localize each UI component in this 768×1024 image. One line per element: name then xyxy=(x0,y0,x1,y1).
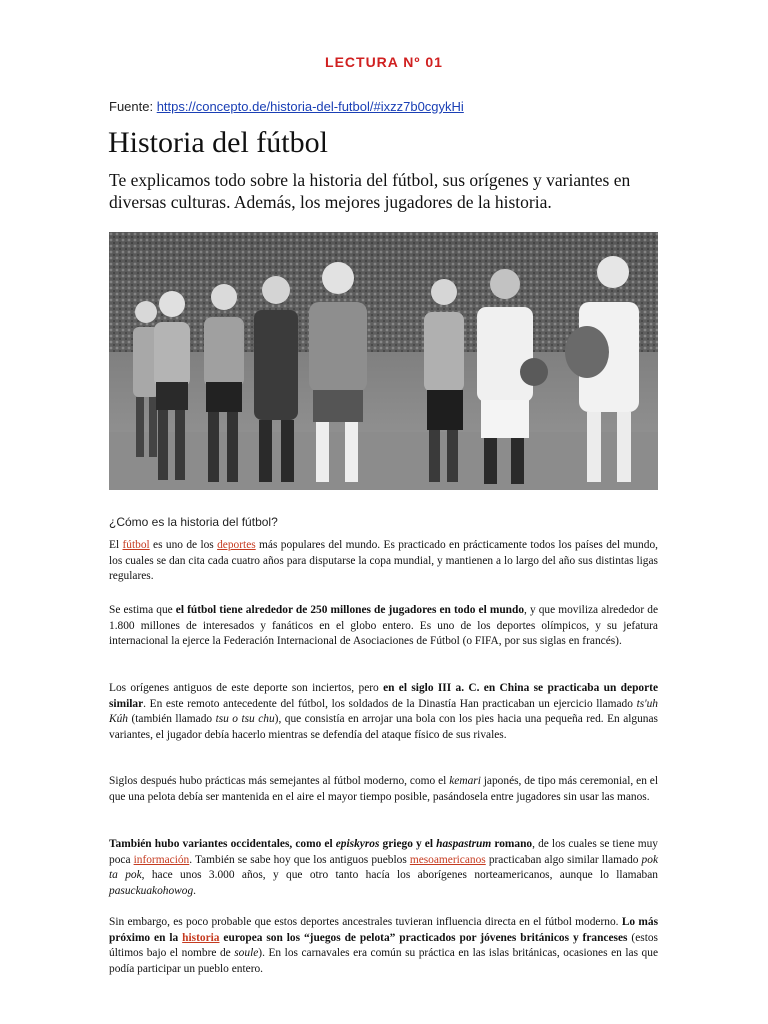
text: practicaban algo similar llamado xyxy=(485,853,642,866)
page-subtitle: Te explicamos todo sobre la historia del fútbol, sus orígenes y variantes en diversas culturas. Además, los mejores jugadores de la historia. xyxy=(109,170,631,212)
mesoamericanos-link[interactable]: mesoamericanos xyxy=(409,853,486,866)
text: Se estima que xyxy=(109,604,176,616)
bold-text: griego y el xyxy=(379,838,437,850)
paragraph-6 xyxy=(109,915,658,977)
paragraph-4 xyxy=(109,774,658,805)
bold-text xyxy=(182,932,219,944)
text: (estos últimos bajo el nombre de xyxy=(109,931,658,959)
text: , hace unos 3.000 años, y que otro tanto hacía los aborígenes norteamericanos, aunque lo llamaban xyxy=(141,869,658,881)
italic-text: pasuckuakohowog xyxy=(109,884,194,897)
source-line xyxy=(109,99,464,114)
lectura-heading: LECTURA Nº 01 xyxy=(325,54,443,70)
informacion-link[interactable]: información xyxy=(133,853,190,866)
bold-text: en el siglo III a. C. en China se practicaba un deporte similar xyxy=(109,682,658,710)
futbol-link[interactable]: fútbol xyxy=(122,539,150,551)
bold-text: el fútbol tiene alrededor de 250 millones de jugadores en todo el mundo xyxy=(175,604,525,616)
text: Siglos después hubo prácticas más semejantes al fútbol moderno, como el xyxy=(109,775,450,787)
source-label: Fuente: xyxy=(109,99,157,114)
text: Sin embargo, es poco probable que estos deportes ancestrales tuvieran influencia directa en el fútbol moderno. xyxy=(109,916,622,928)
source-link[interactable]: https://concepto.de/historia-del-futbol/#ixzz7b0cgykHi xyxy=(156,99,464,114)
text: , de los cuales se tiene muy poca xyxy=(109,838,658,866)
bold-text: europea son los “juegos de pelota” practicados por jóvenes británicos y franceses xyxy=(219,931,628,944)
paragraph-2 xyxy=(109,603,658,650)
italic-text: pok ta pok xyxy=(109,853,658,881)
page-title: Historia del fútbol xyxy=(108,126,328,159)
historia-link[interactable]: historia xyxy=(182,931,220,944)
bold-italic-text: haspastrum xyxy=(436,838,492,850)
text: japonés, de tipo más ceremonial, en el que una pelota debía ser mantenida en el aire el mayor tiempo posible, pasándosela entre jugadores sin usar las manos. xyxy=(109,775,658,803)
bold-text: También hubo variantes occidentales, como el xyxy=(109,838,336,850)
paragraph-1 xyxy=(109,538,658,585)
text: Los orígenes antiguos de este deporte son inciertos, pero xyxy=(109,682,384,694)
paragraph-5 xyxy=(109,837,658,899)
bold-text: romano xyxy=(491,838,533,850)
paragraph-3 xyxy=(109,681,658,743)
bold-italic-text: episkyros xyxy=(335,838,380,850)
text: , y que moviliza alrededor de 1.800 millones de interesados y fanáticos en el globo entero. Es uno de los deportes olímpicos, y su jefatura internacional la ejerce la Federación Internacional de Asociaciones de Fútbol (o FIFA, por sus siglas en francés). xyxy=(109,604,658,647)
text: más populares del mundo. Es practicado en prácticamente todos los países del mundo, los cuales se dan cita cada cuatro años para disputarse la copa mundial, y mantienen a lo largo del año sus distintas ligas regulares. xyxy=(109,539,658,582)
italic-text: ts'uh Kúh xyxy=(109,697,658,725)
text: . xyxy=(193,884,197,897)
text: ). En los carnavales era común su práctica en las islas británicas, ocasiones en las que podía participar un pueblo entero. xyxy=(109,947,658,975)
bold-text xyxy=(336,838,380,850)
text: ), que consistía en arrojar una bola con los pies hacia una pequeña red. En algunas variantes, el jugador debía hacerlo mientras se defendía del ataque físico de sus rivales. xyxy=(109,713,658,741)
bold-text xyxy=(436,838,491,850)
italic-text: soule xyxy=(234,947,259,959)
text: . También se sabe hoy que los antiguos pueblos xyxy=(189,853,410,866)
section-question: ¿Cómo es la historia del fútbol? xyxy=(109,515,278,529)
bold-text: Lo más próximo en la xyxy=(109,916,659,944)
text: (también llamado xyxy=(128,713,216,725)
football-team-photo xyxy=(109,232,658,490)
text: es uno de los xyxy=(149,539,218,551)
team-photo-illustration xyxy=(109,232,658,490)
italic-text: tsu o tsu chu xyxy=(215,713,275,725)
italic-text: kemari xyxy=(449,775,481,787)
text: El xyxy=(109,539,123,551)
text: . En este remoto antecedente del fútbol, los soldados de la Dinastía Han practicaban un ejercicio llamado xyxy=(143,697,637,710)
deportes-link[interactable]: deportes xyxy=(217,539,256,551)
